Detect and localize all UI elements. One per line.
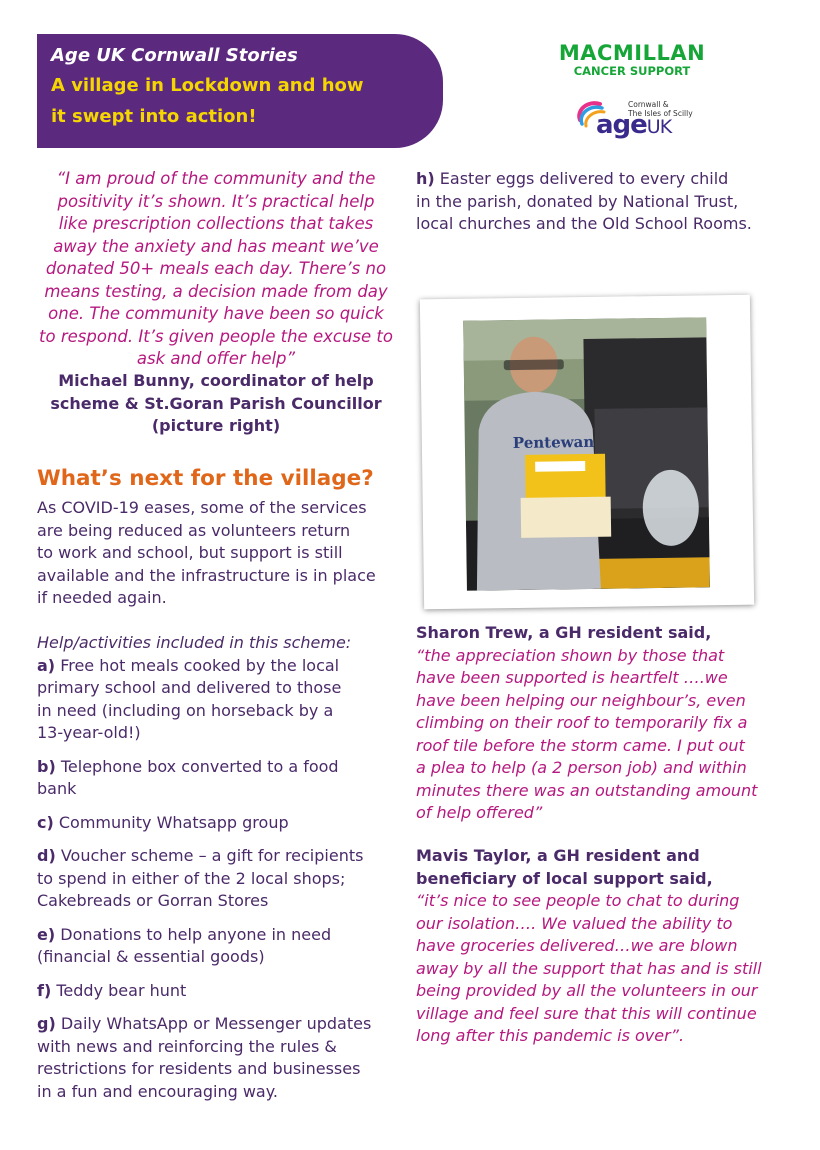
testimonial-mavis bbox=[416, 845, 791, 1048]
attribution-line: (picture right) bbox=[151, 416, 281, 435]
item-text: Teddy bear hunt bbox=[51, 980, 187, 1000]
item-letter: f) bbox=[37, 980, 52, 1000]
ageuk-region-line-2: The Isles of Scilly bbox=[628, 109, 693, 118]
item-text: to spend in either of the 2 local shops; bbox=[37, 868, 346, 888]
testimonial-line: village and feel sure that this will continue bbox=[416, 1003, 757, 1023]
item-text: primary school and delivered to those bbox=[37, 678, 342, 697]
item-text: in the parish, donated by National Trust, bbox=[416, 191, 739, 211]
item-letter: d) bbox=[37, 846, 56, 865]
testimonial-line: roof tile before the storm came. I put out bbox=[416, 735, 745, 755]
body-line: available and the infrastructure is in place bbox=[37, 565, 376, 585]
item-letter: e) bbox=[37, 924, 56, 944]
testimonial-line: climbing on their roof to temporarily fix a bbox=[416, 713, 748, 732]
item-text: Voucher scheme – a gift for recipients bbox=[55, 846, 364, 865]
testimonial-line: long after this pandemic is over”. bbox=[416, 1026, 685, 1045]
body-line: to work and school, but support is still bbox=[37, 543, 343, 562]
list-item bbox=[37, 924, 402, 969]
quote-line: away the anxiety and has meant we’ve bbox=[53, 236, 379, 256]
list-item-h bbox=[416, 168, 786, 236]
quote-line: like prescription collections that takes bbox=[58, 214, 374, 233]
attribution-line: scheme & St.Goran Parish Councillor bbox=[50, 393, 382, 413]
body-line: if needed again. bbox=[37, 588, 167, 607]
quote-line: means testing, a decision made from day bbox=[44, 281, 388, 301]
item-text: Cakebreads or Gorran Stores bbox=[37, 891, 269, 910]
quote-line: positivity it’s shown. It’s practical help bbox=[57, 191, 375, 211]
volunteer-photo bbox=[463, 317, 710, 590]
item-text: Telephone box converted to a food bbox=[55, 756, 339, 776]
item-text: Community Whatsapp group bbox=[53, 812, 289, 832]
testimonial-line: our isolation…. We valued the ability to bbox=[416, 913, 733, 933]
list-item bbox=[37, 1013, 402, 1103]
testimonial-line: “the appreciation shown by those that bbox=[416, 645, 725, 665]
macmillan-logo bbox=[556, 42, 708, 78]
quote-attribution bbox=[37, 370, 395, 438]
attribution-line: Michael Bunny, coordinator of help bbox=[58, 371, 374, 390]
item-letter: h) bbox=[416, 169, 435, 188]
quote-line: donated 50+ meals each day. There’s no bbox=[45, 259, 387, 278]
item-text: Donations to help anyone in need bbox=[55, 924, 332, 944]
item-letter: b) bbox=[37, 756, 56, 776]
list-item bbox=[37, 756, 402, 801]
banner-subtitle: Age UK Cornwall Stories bbox=[51, 45, 298, 66]
ageuk-word-uk: UK bbox=[646, 116, 672, 138]
list-item bbox=[37, 845, 402, 913]
macmillan-logo-tagline: CANCER SUPPORT bbox=[573, 64, 691, 78]
shirt-text: Pentewan bbox=[512, 432, 595, 453]
ageuk-region-line-1: Cornwall & bbox=[628, 100, 669, 109]
testimonial-line: of help offered” bbox=[416, 803, 543, 822]
item-text: Free hot meals cooked by the local bbox=[55, 655, 340, 675]
body-line: As COVID-19 eases, some of the services bbox=[37, 498, 367, 517]
item-text: Easter eggs delivered to every child bbox=[434, 169, 729, 188]
quote-line: to respond. It’s given people the excuse to bbox=[39, 326, 393, 346]
testimonial-author: Sharon Trew, a GH resident said, bbox=[416, 623, 712, 642]
item-letter: c) bbox=[37, 812, 54, 832]
ageuk-word-age: age bbox=[596, 110, 647, 140]
item-text: restrictions for residents and businesses bbox=[37, 1059, 361, 1078]
body-line: are being reduced as volunteers return bbox=[37, 520, 351, 540]
councillor-quote bbox=[37, 168, 395, 371]
item-text: in need (including on horseback by a bbox=[37, 700, 334, 720]
testimonial-line: minutes there was an outstanding amount bbox=[416, 780, 758, 800]
testimonial-author: Mavis Taylor, a GH resident and bbox=[416, 846, 700, 865]
testimonial-sharon bbox=[416, 622, 791, 825]
item-text: in a fun and encouraging way. bbox=[37, 1081, 278, 1101]
volunteer-photo-illustration bbox=[463, 317, 710, 590]
ageuk-logo bbox=[574, 96, 724, 140]
testimonial-line: being provided by all the volunteers in our bbox=[416, 981, 758, 1000]
section-heading: What’s next for the village? bbox=[37, 466, 374, 491]
testimonial-line: have been supported is heartfelt ….we bbox=[416, 668, 728, 687]
item-letter: g) bbox=[37, 1014, 56, 1033]
header-banner bbox=[37, 34, 443, 148]
list-item bbox=[37, 655, 402, 745]
item-text: local churches and the Old School Rooms. bbox=[416, 214, 752, 233]
activities-list bbox=[37, 632, 402, 1114]
item-text: 13-year-old!) bbox=[37, 723, 141, 742]
ageuk-wordmark bbox=[596, 110, 671, 140]
photo-frame bbox=[420, 295, 754, 610]
banner-title-line-2: it swept into action! bbox=[51, 106, 257, 127]
item-text: (financial & essential goods) bbox=[37, 947, 265, 966]
item-text: Daily WhatsApp or Messenger updates bbox=[55, 1014, 372, 1033]
list-item bbox=[37, 812, 402, 835]
testimonial-line: a plea to help (a 2 person job) and within bbox=[416, 758, 747, 777]
testimonial-author: beneficiary of local support said, bbox=[416, 868, 713, 888]
quote-line: “I am proud of the community and the bbox=[56, 169, 376, 188]
testimonial-line: away by all the support that has and is still bbox=[416, 958, 762, 978]
testimonial-line: have groceries delivered…we are blown bbox=[416, 936, 738, 955]
banner-title-line-1: A village in Lockdown and how bbox=[51, 75, 364, 96]
testimonial-line: have been helping our neighbour’s, even bbox=[416, 690, 746, 710]
quote-line: one. The community have been so quick bbox=[48, 304, 384, 323]
quote-line: ask and offer help” bbox=[136, 349, 296, 368]
section-body bbox=[37, 497, 402, 610]
activities-intro: Help/activities included in this scheme: bbox=[37, 633, 352, 652]
item-text: bank bbox=[37, 779, 77, 798]
testimonial-line: “it’s nice to see people to chat to during bbox=[416, 891, 740, 910]
list-item bbox=[37, 980, 402, 1003]
item-letter: a) bbox=[37, 655, 56, 675]
item-text: with news and reinforcing the rules & bbox=[37, 1036, 337, 1056]
macmillan-logo-name: MACMILLAN bbox=[558, 41, 706, 65]
